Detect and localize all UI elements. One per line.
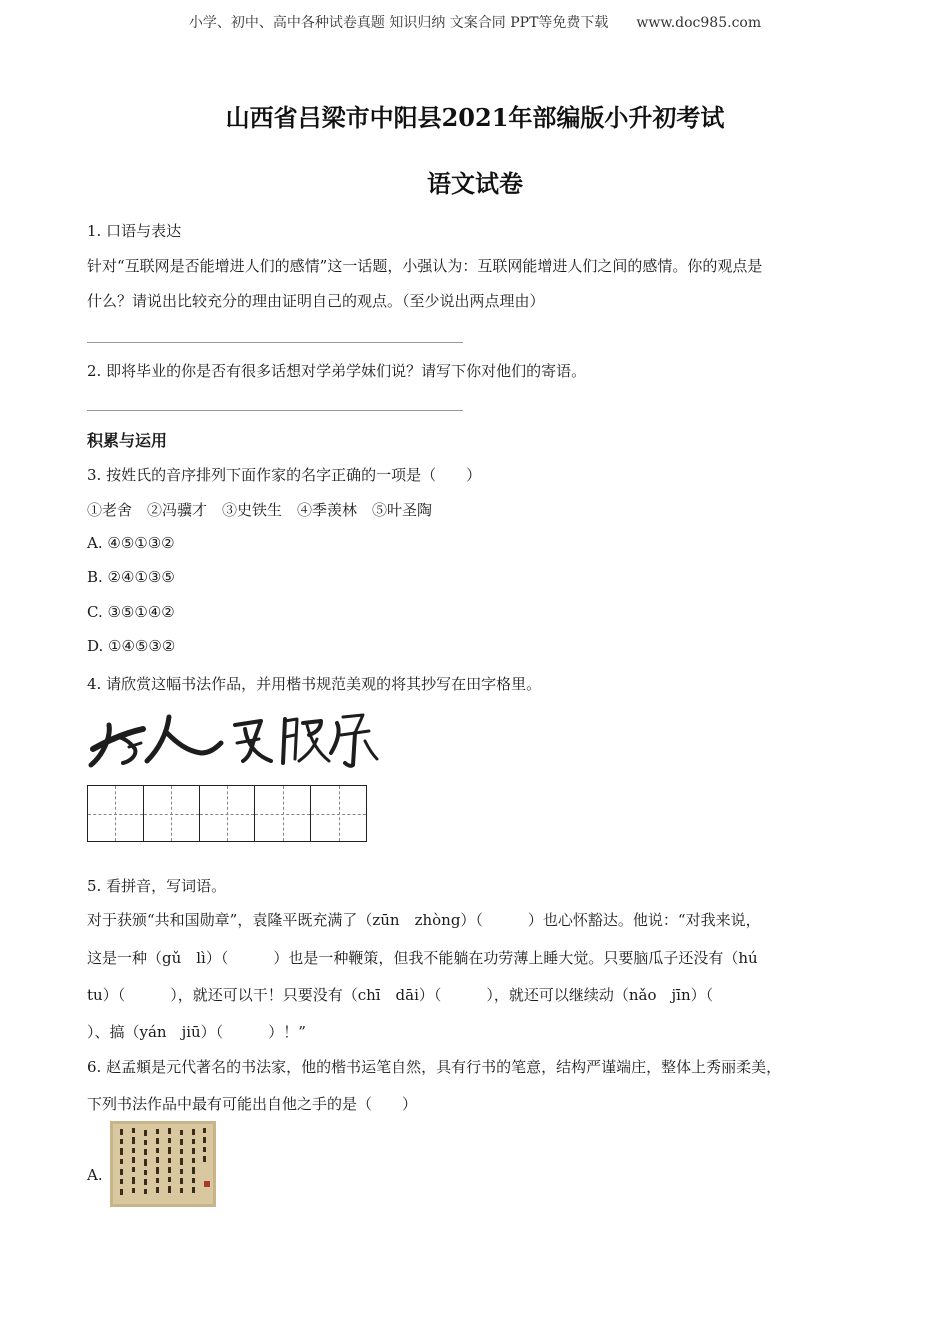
q6-option-a-label: A. — [87, 1166, 103, 1184]
q3-option-b: B. ②④①③⑤ — [87, 568, 175, 586]
tianzige-cell[interactable] — [200, 786, 256, 841]
exam-title: 山西省吕梁市中阳县2021年部编版小升初考试 — [225, 103, 725, 132]
tianzige-cell[interactable] — [88, 786, 144, 841]
tianzige-cell[interactable] — [311, 786, 366, 841]
q5-text-line3: tu）（ ），就还可以干！只要没有（chī dāi）（ ），就还可以继续动（nǎo jīn）（ — [87, 986, 714, 1004]
header-banner-left: 小学、初中、高中各种试卷真题 知识归纳 文案合同 PPT等免费下载 — [188, 15, 609, 31]
q6-text-line1: 6. 赵孟頫是元代著名的书法家，他的楷书运笔自然，具有行书的笔意，结构严谨端庄，整体上秀丽柔美， — [87, 1058, 782, 1076]
header-banner-url: www.doc985.com — [636, 15, 762, 31]
q1-text-line2: 什么？请说出比较充分的理由证明自己的观点。（至少说出两点理由） — [87, 292, 545, 310]
q5-text-line2: 这是一种（gǔ lì）（ ）也是一种鞭策，但我不能躺在功劳薄上睡大觉。只要脑瓜子还没有（hú — [87, 949, 758, 967]
tianzige-cell[interactable] — [144, 786, 200, 841]
q3-option-d: D. ①④⑤③② — [87, 637, 176, 655]
q3-names: ①老舍 ②冯骥才 ③史铁生 ④季羡林 ⑤叶圣陶 — [87, 501, 433, 519]
calligraphy-image — [85, 703, 380, 773]
q3-option-c: C. ③⑤①④② — [87, 603, 175, 621]
exam-subtitle: 语文试卷 — [427, 169, 523, 198]
q1-title: 1. 口语与表达 — [87, 222, 182, 240]
q5-text-line4: ）、搞（yán jiū）（ ）！” — [87, 1023, 306, 1041]
q1-answer-line — [87, 342, 463, 343]
q5-text-line1: 对于获颁“共和国勋章”，袁隆平既充满了（zūn zhòng）（ ）也心怀豁达。他说：“对我来说， — [87, 911, 761, 929]
q4-text: 4. 请欣赏这幅书法作品，并用楷书规范美观的将其抄写在田字格里。 — [87, 675, 542, 693]
section-heading: 积累与运用 — [87, 431, 168, 450]
q3-text: 3. 按姓氏的音序排列下面作家的名字正确的一项是（ ） — [87, 466, 482, 484]
header-banner — [0, 12, 950, 32]
q6-text-line2: 下列书法作品中最有可能出自他之手的是（ ） — [87, 1095, 418, 1113]
tianzige-cell[interactable] — [255, 786, 311, 841]
q5-title: 5. 看拼音，写词语。 — [87, 877, 227, 895]
q2-text: 2. 即将毕业的你是否有很多话想对学弟学妹们说？请写下你对他们的寄语。 — [87, 362, 587, 380]
q1-text-line1: 针对“互联网是否能增进人们的感情”这一话题，小强认为：互联网能增进人们之间的感情。你的观点是 — [87, 257, 763, 275]
q2-answer-line — [87, 410, 463, 411]
calligraphy-scroll-image — [110, 1121, 216, 1207]
tianzige-grid — [87, 785, 367, 842]
q3-option-a: A. ④⑤①③② — [87, 534, 175, 552]
